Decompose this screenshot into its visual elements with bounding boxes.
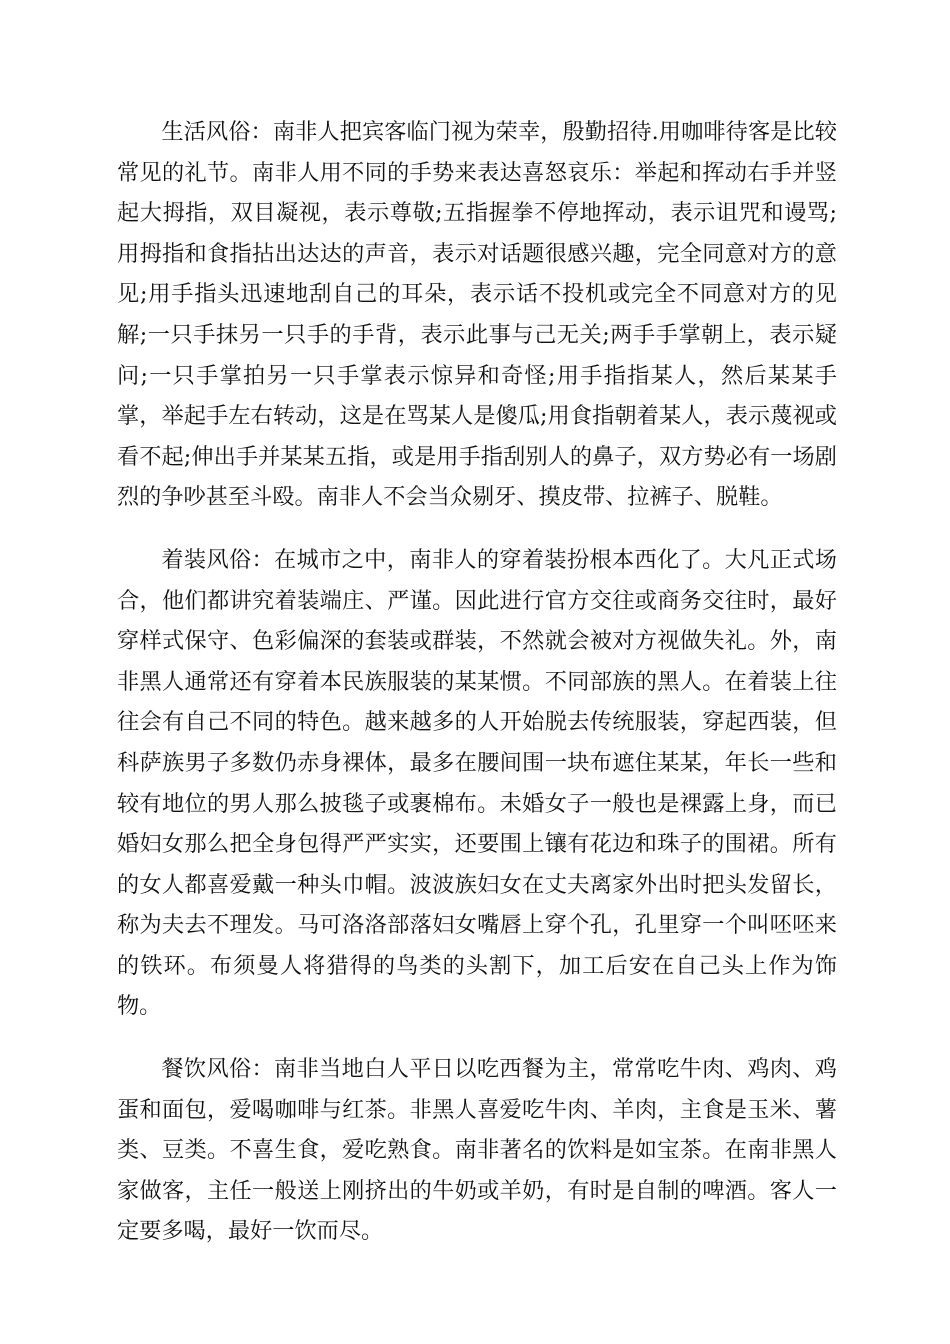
paragraph-living-customs: 生活风俗：南非人把宾客临门视为荣幸，殷勤招待.用咖啡待客是比较常见的礼节。南非人用不同的手势来表达喜怒哀乐：举起和挥动右手并竖起大拇指，双目凝视，表示尊敬;五指握拳不停地挥动，表示诅咒和谩骂;用拇指和食指拈出达达的声音，表示对话题很感兴趣，完全同意对方的意见;用手指头迅速地刮自己的耳朵，表示话不投机或完全不同意对方的见解;一只手抹另一只手的手背，表示此事与己无关;两手手掌朝上，表示疑问;一只手掌拍另一只手掌表示惊异和奇怪;用手指指某人，然后某某手掌，举起手左右转动，这是在骂某人是傻瓜;用食指朝着某人，表示蔑视或看不起;伸出手并某某五指，或是用手指刮别人的鼻子，双方势必有一场剧烈的争吵甚至斗殴。南非人不会当众剔牙、摸皮带、拉裤子、脱鞋。	[117, 119, 837, 511]
document-body	[117, 112, 837, 1274]
paragraph-dining-customs: 餐饮风俗：南非当地白人平日以吃西餐为主，常常吃牛肉、鸡肉、鸡蛋和面包，爱喝咖啡与红茶。非黑人喜爱吃牛肉、羊肉，主食是玉米、薯类、豆类。不喜生食，爱吃熟食。南非著名的饮料是如宝茶。在南非黑人家做客，主任一般送上刚挤出的牛奶或羊奶，有时是自制的啤酒。客人一定要多喝，最好一饮而尽。	[117, 1056, 837, 1245]
paragraph-dress-customs: 着装风俗：在城市之中，南非人的穿着装扮根本西化了。大凡正式场合，他们都讲究着装端庄、严谨。因此进行官方交往或商务交往时，最好穿样式保守、色彩偏深的套装或群装，不然就会被对方视做失礼。外，南非黑人通常还有穿着本民族服装的某某惯。不同部族的黑人。在着装上往往会有自己不同的特色。越来越多的人开始脱去传统服装，穿起西装，但科萨族男子多数仍赤身裸体，最多在腰间围一块布遮住某某，年长一些和较有地位的男人那么披毯子或裹棉布。未婚女子一般也是裸露上身，而已婚妇女那么把全身包得严严实实，还要围上镶有花边和珠子的围裙。所有的女人都喜爱戴一种头巾帽。波波族妇女在丈夫离家外出时把头发留长，称为夫去不理发。马可洛洛部落妇女嘴唇上穿个孔，孔里穿一个叫呸呸来的铁环。布须曼人将猎得的鸟类的头割下，加工后安在自己头上作为饰物。	[117, 546, 837, 1020]
